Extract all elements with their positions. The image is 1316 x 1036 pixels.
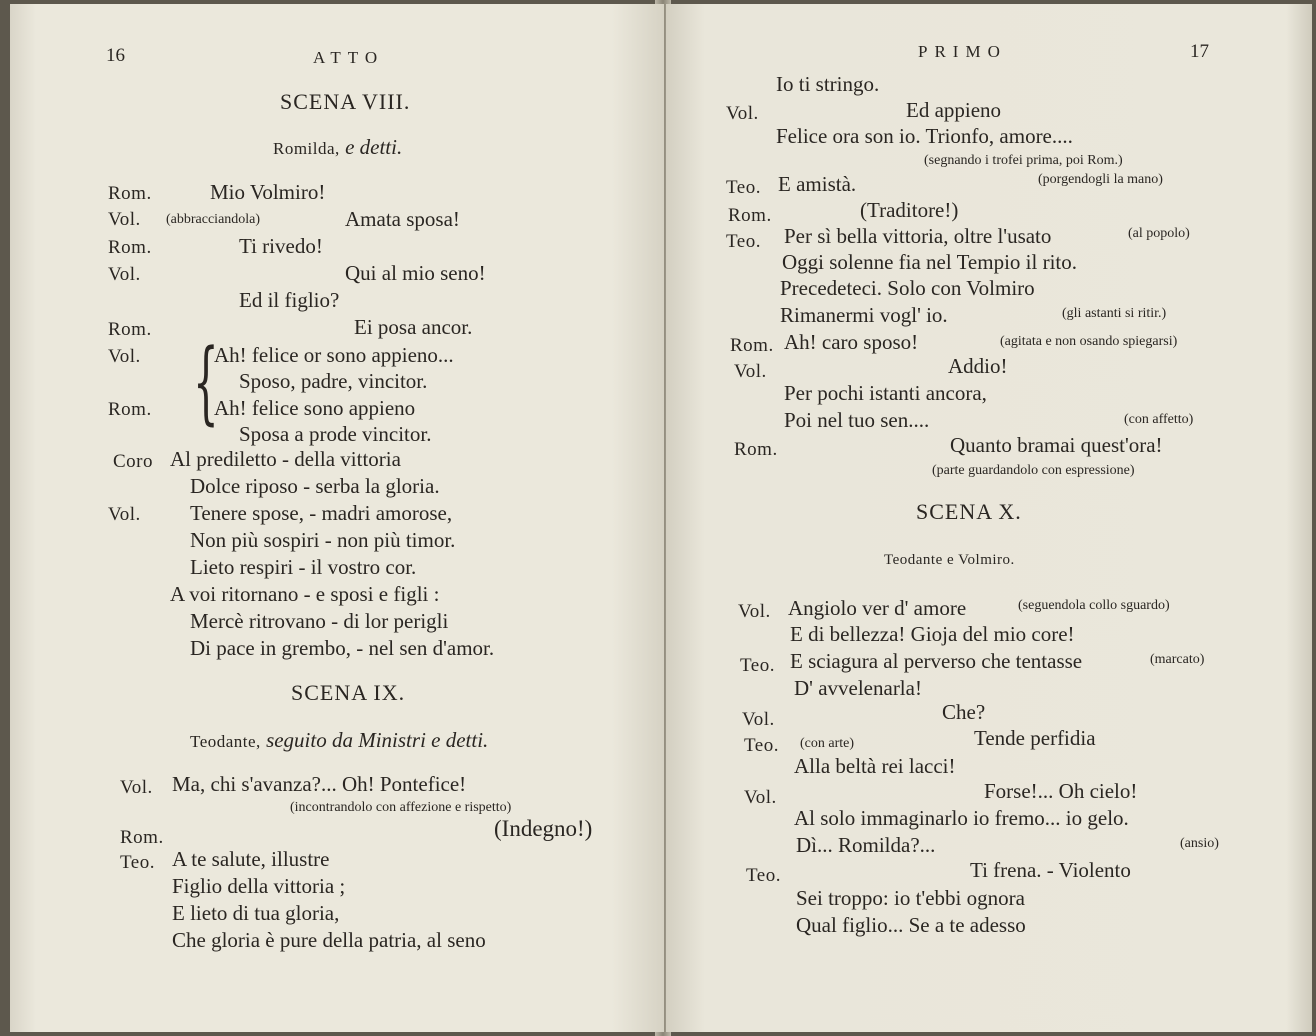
- verse-line: D' avvelenarla!: [794, 676, 922, 700]
- verse-line: Sposo, padre, vincitor.: [239, 369, 428, 393]
- speaker: Teo.: [726, 231, 761, 252]
- speaker: Vol.: [108, 209, 141, 230]
- stage-direction: (incontrandolo con affezione e rispetto): [290, 800, 512, 815]
- speaker: Vol.: [744, 787, 777, 808]
- verse-line: Non più sospiri - non più timor.: [190, 528, 456, 552]
- verse-line: Mercè ritrovano - di lor perigli: [190, 609, 449, 633]
- running-head: ATTO: [313, 48, 385, 67]
- verse-line: E lieto di tua gloria,: [172, 901, 340, 925]
- verse-line: Ah! felice or sono appieno...: [214, 343, 454, 367]
- speaker: Vol.: [108, 346, 141, 367]
- scene-title: SCENA VIII.: [280, 89, 411, 114]
- scene-characters: Teodante e Volmiro.: [884, 552, 1015, 568]
- verse-line: Angiolo ver d' amore: [788, 596, 967, 620]
- stage-direction: (parte guardandolo con espressione): [932, 463, 1135, 478]
- verse-line: Ah! caro sposo!: [784, 330, 919, 354]
- stage-direction: (seguendola collo sguardo): [1018, 598, 1170, 613]
- speaker: Rom.: [734, 439, 778, 460]
- verse-line: Sposa a prode vincitor.: [239, 422, 432, 446]
- verse-line: Che gloria è pure della patria, al seno: [172, 928, 486, 952]
- scene-title: SCENA X.: [916, 499, 1022, 524]
- verse-line: Felice ora son io. Trionfo, amore....: [776, 124, 1073, 148]
- verse-line: Per pochi istanti ancora,: [784, 381, 987, 405]
- page-number: 17: [1190, 41, 1209, 62]
- speaker: Coro: [113, 451, 153, 472]
- verse-line: Qui al mio seno!: [345, 261, 486, 285]
- stage-direction: (agitata e non osando spiegarsi): [1000, 334, 1178, 349]
- speaker: Rom.: [728, 205, 772, 226]
- verse-line: Amata sposa!: [345, 207, 460, 231]
- verse-line: Dì... Romilda?...: [796, 833, 936, 857]
- verse-line: Mio Volmiro!: [210, 180, 326, 204]
- verse-line: Dolce riposo - serba la gloria.: [190, 474, 440, 498]
- stage-direction: (marcato): [1150, 652, 1205, 667]
- stage-direction: (segnando i trofei prima, poi Rom.): [924, 153, 1123, 168]
- verse-line: Precedeteci. Solo con Volmiro: [780, 276, 1035, 300]
- verse-line: Ma, chi s'avanza?... Oh! Pontefice!: [172, 772, 467, 796]
- right-page: [666, 4, 1312, 1032]
- speaker: Teo.: [726, 177, 761, 198]
- verse-line: (Indegno!): [494, 816, 593, 841]
- verse-line: Quanto bramai quest'ora!: [950, 433, 1163, 457]
- verse-line: Addio!: [948, 354, 1008, 378]
- verse-line: Ed il figlio?: [239, 288, 340, 312]
- verse-line: Io ti stringo.: [776, 72, 880, 96]
- verse-line: Forse!... Oh cielo!: [984, 779, 1138, 803]
- verse-line: E amistà.: [778, 172, 857, 196]
- speaker: Vol.: [120, 777, 153, 798]
- verse-line: Tenere spose, - madri amorose,: [190, 501, 453, 525]
- duet-brace: {: [193, 330, 219, 435]
- scene-title: SCENA IX.: [291, 680, 406, 705]
- verse-line: Rimanermi vogl' io.: [780, 303, 948, 327]
- verse-line: Alla beltà rei lacci!: [794, 754, 956, 778]
- verse-line: Che?: [942, 700, 986, 724]
- verse-line: A voi ritornano - e sposi e figli :: [170, 582, 440, 606]
- speaker: Rom.: [108, 183, 152, 204]
- verse-line: Lieto respiri - il vostro cor.: [190, 555, 417, 579]
- speaker: Vol.: [734, 361, 767, 382]
- stage-direction: (con affetto): [1124, 412, 1194, 427]
- speaker: Vol.: [108, 504, 141, 525]
- verse-line: Figlio della vittoria ;: [172, 874, 346, 898]
- speaker: Rom.: [108, 399, 152, 420]
- running-head: PRIMO: [918, 42, 1007, 61]
- speaker: Teo.: [120, 852, 155, 873]
- verse-line: Ei posa ancor.: [354, 315, 473, 339]
- verse-line: Ti frena. - Violento: [970, 858, 1131, 882]
- verse-line: Qual figlio... Se a te adesso: [796, 913, 1026, 937]
- verse-line: E di bellezza! Gioja del mio core!: [790, 622, 1075, 646]
- verse-line: (Traditore!): [860, 198, 959, 222]
- stage-direction: (porgendogli la mano): [1038, 172, 1163, 187]
- verse-line: E sciagura al perverso che tentasse: [790, 649, 1083, 673]
- speaker: Vol.: [108, 264, 141, 285]
- verse-line: Ah! felice sono appieno: [214, 396, 416, 420]
- verse-line: Al solo immaginarlo io fremo... io gelo.: [794, 806, 1129, 830]
- scene-characters: Teodante, seguito da Ministri e detti.: [190, 728, 489, 752]
- speaker: Rom.: [108, 237, 152, 258]
- speaker: Rom.: [120, 827, 164, 848]
- verse-line: Per sì bella vittoria, oltre l'usato: [784, 224, 1052, 248]
- stage-direction: (gli astanti si ritir.): [1062, 306, 1167, 321]
- verse-line: Poi nel tuo sen....: [784, 408, 930, 432]
- verse-line: Oggi solenne fia nel Tempio il rito.: [782, 250, 1078, 274]
- verse-line: A te salute, illustre: [172, 847, 330, 871]
- verse-line: Sei troppo: io t'ebbi ognora: [796, 886, 1025, 910]
- speaker: Vol.: [726, 103, 759, 124]
- verse-line: Ti rivedo!: [239, 234, 323, 258]
- page-number: 16: [106, 45, 125, 66]
- speaker: Teo.: [740, 655, 775, 676]
- speaker: Teo.: [744, 735, 779, 756]
- speaker: Vol.: [742, 709, 775, 730]
- verse-line: Tende perfidia: [974, 726, 1096, 750]
- speaker: Rom.: [108, 319, 152, 340]
- verse-line: Ed appieno: [906, 98, 1002, 122]
- speaker: Vol.: [738, 601, 771, 622]
- stage-direction: (con arte): [800, 736, 855, 751]
- verse-line: Di pace in grembo, - nel sen d'amor.: [190, 636, 495, 660]
- stage-direction: (al popolo): [1128, 226, 1190, 241]
- speaker: Rom.: [730, 335, 774, 356]
- scene-characters: Romilda, e detti.: [273, 135, 403, 159]
- stage-direction: (abbracciandola): [166, 212, 261, 227]
- left-page: [10, 4, 664, 1032]
- verse-line: Al prediletto - della vittoria: [170, 447, 401, 471]
- stage-direction: (ansio): [1180, 836, 1219, 851]
- speaker: Teo.: [746, 865, 781, 886]
